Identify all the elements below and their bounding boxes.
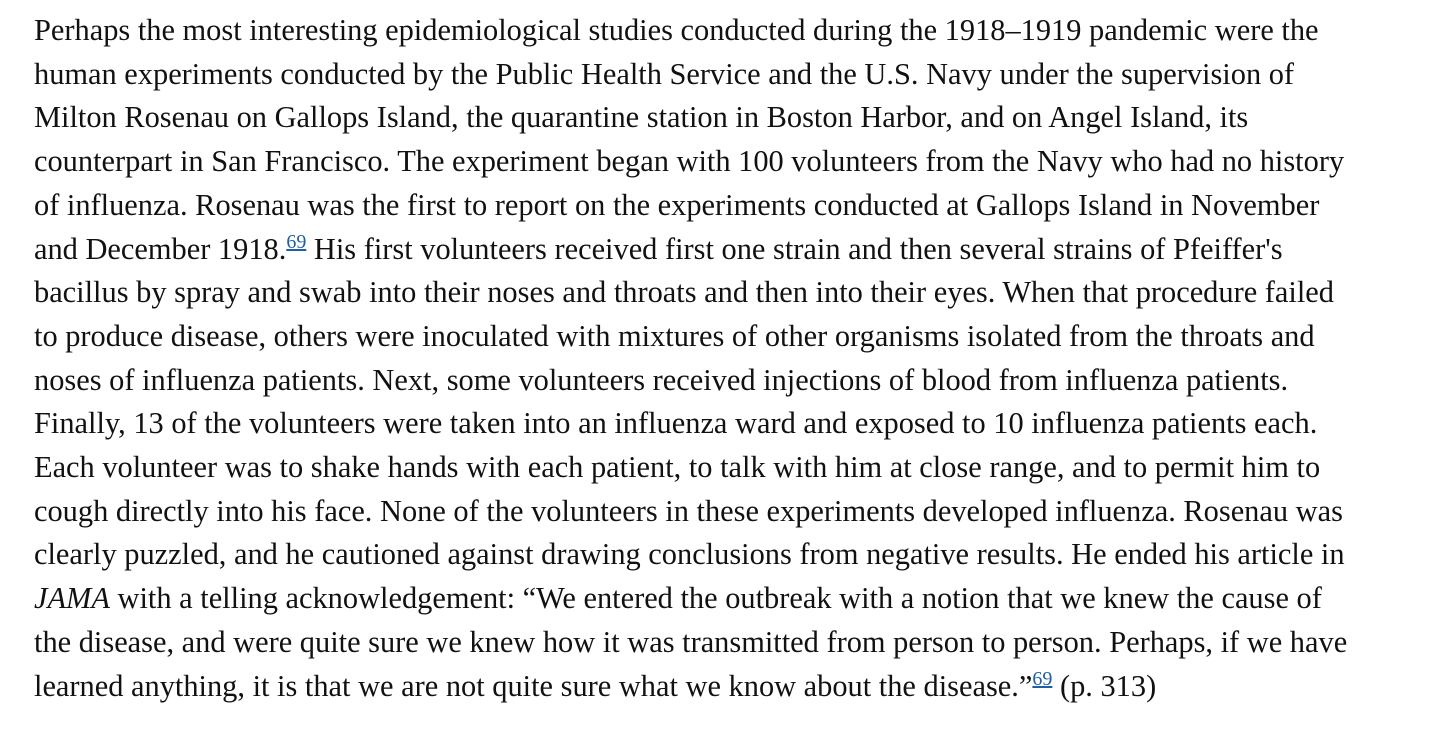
text-line: noses of influenza patients. Next, some volunteers received injections of blood from influenza patients. (34, 362, 1289, 397)
text-line: the disease, and were quite sure we knew how it was transmitted from person to person. Perhaps, if we have (34, 624, 1348, 659)
line-text: (p. 313) (1052, 668, 1157, 703)
text-line (34, 577, 1347, 621)
line-text: with a telling acknowledgement: “We entered the outbreak with a notion that we knew the cause of (109, 581, 1322, 616)
body-paragraph (34, 9, 1347, 708)
text-line: Milton Rosenau on Gallops Island, the quarantine station in Boston Harbor, and on Angel Island, its (34, 100, 1249, 135)
text-line: Each volunteer was to shake hands with each patient, to talk with him at close range, and to permit him to (34, 450, 1321, 485)
line-text: learned anything, it is that we are not quite sure what we know about the disease.” (34, 668, 1033, 703)
text-line (34, 665, 1347, 709)
text-line: to produce disease, others were inoculated with mixtures of other organisms isolated from the throats and (34, 318, 1315, 353)
text-line: counterpart in San Francisco. The experiment began with 100 volunteers from the Navy who had no history (34, 144, 1345, 179)
text-line: cough directly into his face. None of the volunteers in these experiments developed influenza. Rosenau was (34, 493, 1343, 528)
text-line: Finally, 13 of the volunteers were taken into an influenza ward and exposed to 10 influenza patients each. (34, 406, 1318, 441)
journal-name: JAMA (34, 581, 110, 616)
footnote-reference-link[interactable]: 69 (1032, 667, 1053, 690)
text-line: clearly puzzled, and he cautioned against drawing conclusions from negative results. He ended his article in (34, 537, 1345, 572)
text-line: of influenza. Rosenau was the first to report on the experiments conducted at Gallops Island in November (34, 187, 1320, 222)
footnote-reference-link[interactable]: 69 (286, 230, 307, 253)
line-text: and December 1918. (34, 231, 287, 266)
line-text: His first volunteers received first one strain and then several strains of Pfeiffer's (306, 231, 1283, 266)
text-line (34, 228, 1347, 272)
text-line: bacillus by spray and swab into their noses and throats and then into their eyes. When that procedure failed (34, 275, 1334, 310)
text-line: human experiments conducted by the Public Health Service and the U.S. Navy under the supervision of (34, 56, 1295, 91)
text-line: Perhaps the most interesting epidemiological studies conducted during the 1918–1919 pandemic were the (34, 13, 1319, 47)
